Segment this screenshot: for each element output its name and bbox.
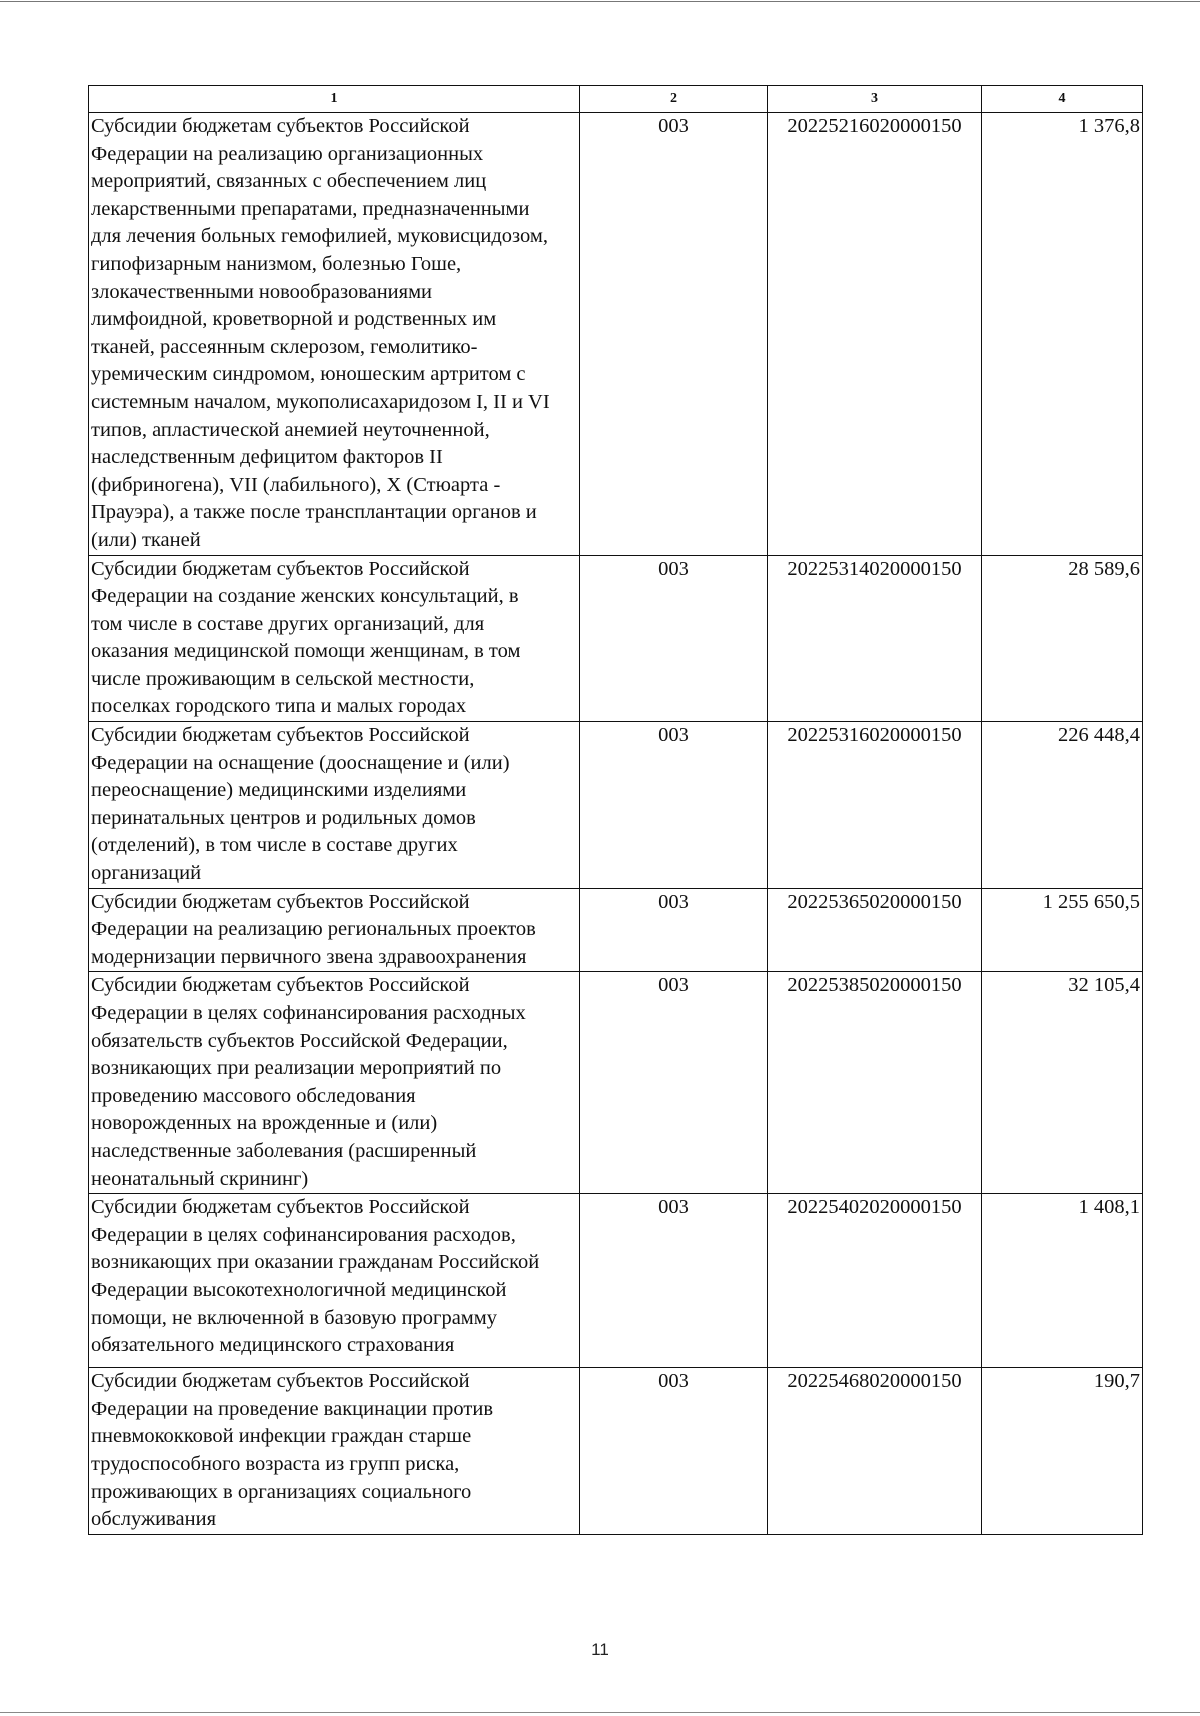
description-line: Прауэра), а также после трансплантации органов и <box>91 501 537 524</box>
description-line: пневмококковой инфекции граждан старше <box>91 1425 472 1448</box>
column-header-2: 2 <box>580 86 768 113</box>
admin-code-cell: 003 <box>580 722 768 889</box>
description-line: (или) тканей <box>91 528 201 551</box>
description-line: Субсидии бюджетам субъектов Российской <box>91 974 470 997</box>
description-line: проживающих в организациях социального <box>91 1480 472 1503</box>
description-line: переоснащение) медицинскими изделиями <box>91 779 467 802</box>
description-line: возникающих при реализации мероприятий по <box>91 1057 502 1080</box>
description-line: неонатальный скрининг) <box>91 1167 309 1190</box>
description-cell <box>89 1368 580 1535</box>
table-row <box>89 113 1143 556</box>
description-cell <box>89 722 580 889</box>
description-line: Субсидии бюджетам субъектов Российской <box>91 724 470 747</box>
description-line: организаций <box>91 862 202 885</box>
page-number: 11 <box>591 1640 609 1659</box>
description-line: трудоспособного возраста из групп риска, <box>91 1452 460 1475</box>
table-body <box>89 113 1143 1535</box>
table-header-row <box>89 86 1143 113</box>
admin-code-cell: 003 <box>580 1368 768 1535</box>
budget-classification-code-cell: 20225216020000150 <box>768 113 982 556</box>
column-header-3: 3 <box>768 86 982 113</box>
budget-classification-code-cell: 20225468020000150 <box>768 1368 982 1535</box>
scan-bottom-edge-line <box>0 1712 1200 1713</box>
description-line: лекарственными препаратами, предназначенными <box>91 197 530 220</box>
budget-classification-code-cell: 20225402020000150 <box>768 1194 982 1368</box>
admin-code-cell: 003 <box>580 888 768 972</box>
amount-cell: 1 408,1 <box>982 1194 1143 1368</box>
amount-cell: 28 589,6 <box>982 555 1143 722</box>
description-line: новорожденных на врожденные и (или) <box>91 1112 438 1135</box>
description-line: обслуживания <box>91 1508 217 1531</box>
admin-code-cell: 003 <box>580 113 768 556</box>
description-line: Федерации на проведение вакцинации против <box>91 1397 494 1420</box>
description-line: Федерации на реализацию региональных проектов <box>91 918 536 941</box>
description-line: Федерации в целях софинансирования расходов, <box>91 1223 516 1246</box>
description-line: модернизации первичного звена здравоохранения <box>91 945 527 968</box>
description-line: помощи, не включенной в базовую программу <box>91 1306 498 1329</box>
description-line: Федерации на оснащение (дооснащение и (или) <box>91 751 510 774</box>
description-line: (отделений), в том числе в составе других <box>91 834 458 857</box>
description-cell <box>89 1194 580 1368</box>
description-line: злокачественными новообразованиями <box>91 280 433 303</box>
admin-code-cell: 003 <box>580 1194 768 1368</box>
description-cell <box>89 972 580 1194</box>
description-line: Федерации высокотехнологичной медицинской <box>91 1278 507 1301</box>
description-line: Федерации на создание женских консультаций, в <box>91 585 519 608</box>
description-line: обязательств субъектов Российской Федерации, <box>91 1029 508 1052</box>
description-line: (фибриногена), VII (лабильного), X (Стюарта - <box>91 473 501 496</box>
description-cell <box>89 113 580 556</box>
description-line: проведению массового обследования <box>91 1084 416 1107</box>
amount-cell: 1 376,8 <box>982 113 1143 556</box>
budget-classification-code-cell: 20225385020000150 <box>768 972 982 1194</box>
description-line: наследственным дефицитом факторов II <box>91 446 443 469</box>
description-line: Субсидии бюджетам субъектов Российской <box>91 1370 470 1393</box>
description-cell <box>89 555 580 722</box>
description-line: для лечения больных гемофилией, муковисцидозом, <box>91 225 548 248</box>
description-line: Федерации в целях софинансирования расходных <box>91 1002 526 1024</box>
amount-cell: 1 255 650,5 <box>982 888 1143 972</box>
description-cell <box>89 888 580 972</box>
description-line: поселках городского типа и малых городах <box>91 695 467 718</box>
description-line: том числе в составе других организаций, для <box>91 612 485 635</box>
table-row <box>89 555 1143 722</box>
description-line: Субсидии бюджетам субъектов Российской <box>91 557 470 580</box>
description-line: уремическим синдромом, юношеским артритом с <box>91 363 526 386</box>
description-line: наследственные заболевания (расширенный <box>91 1139 477 1162</box>
description-line: обязательного медицинского страхования <box>91 1334 455 1357</box>
budget-classification-code-cell: 20225316020000150 <box>768 722 982 889</box>
description-line: Субсидии бюджетам субъектов Российской <box>91 890 470 913</box>
column-header-4: 4 <box>982 86 1143 113</box>
description-line: гипофизарным нанизмом, болезнью Гоше, <box>91 252 462 275</box>
description-line: возникающих при оказании гражданам Российской <box>91 1251 540 1274</box>
amount-cell: 32 105,4 <box>982 972 1143 1194</box>
scan-top-edge-line <box>0 1 1200 2</box>
description-line: тканей, рассеянным склерозом, гемолитико- <box>91 335 478 358</box>
description-line: системным началом, мукополисахаридозом I, II и VI <box>91 390 550 413</box>
admin-code-cell: 003 <box>580 555 768 722</box>
description-line: числе проживающим в сельской местности, <box>91 667 475 690</box>
amount-cell: 190,7 <box>982 1368 1143 1535</box>
admin-code-cell: 003 <box>580 972 768 1194</box>
table-row <box>89 888 1143 972</box>
table-row <box>89 722 1143 889</box>
description-line: оказания медицинской помощи женщинам, в том <box>91 640 521 663</box>
table-row <box>89 1194 1143 1368</box>
amount-cell: 226 448,4 <box>982 722 1143 889</box>
description-line: мероприятий, связанных с обеспечением лиц <box>91 170 487 193</box>
description-line: Субсидии бюджетам субъектов Российской <box>91 1196 470 1219</box>
budget-subsidies-table <box>88 85 1143 1535</box>
budget-classification-code-cell: 20225314020000150 <box>768 555 982 722</box>
description-line: перинатальных центров и родильных домов <box>91 806 476 829</box>
column-header-1: 1 <box>89 86 580 113</box>
description-line: лимфоидной, кроветворной и родственных им <box>91 308 497 331</box>
description-line: Федерации на реализацию организационных <box>91 142 484 165</box>
table-row <box>89 972 1143 1194</box>
description-line: Субсидии бюджетам субъектов Российской <box>91 115 470 137</box>
table-row <box>89 1368 1143 1535</box>
budget-classification-code-cell: 20225365020000150 <box>768 888 982 972</box>
description-line: типов, апластической анемией неуточненной, <box>91 418 490 441</box>
